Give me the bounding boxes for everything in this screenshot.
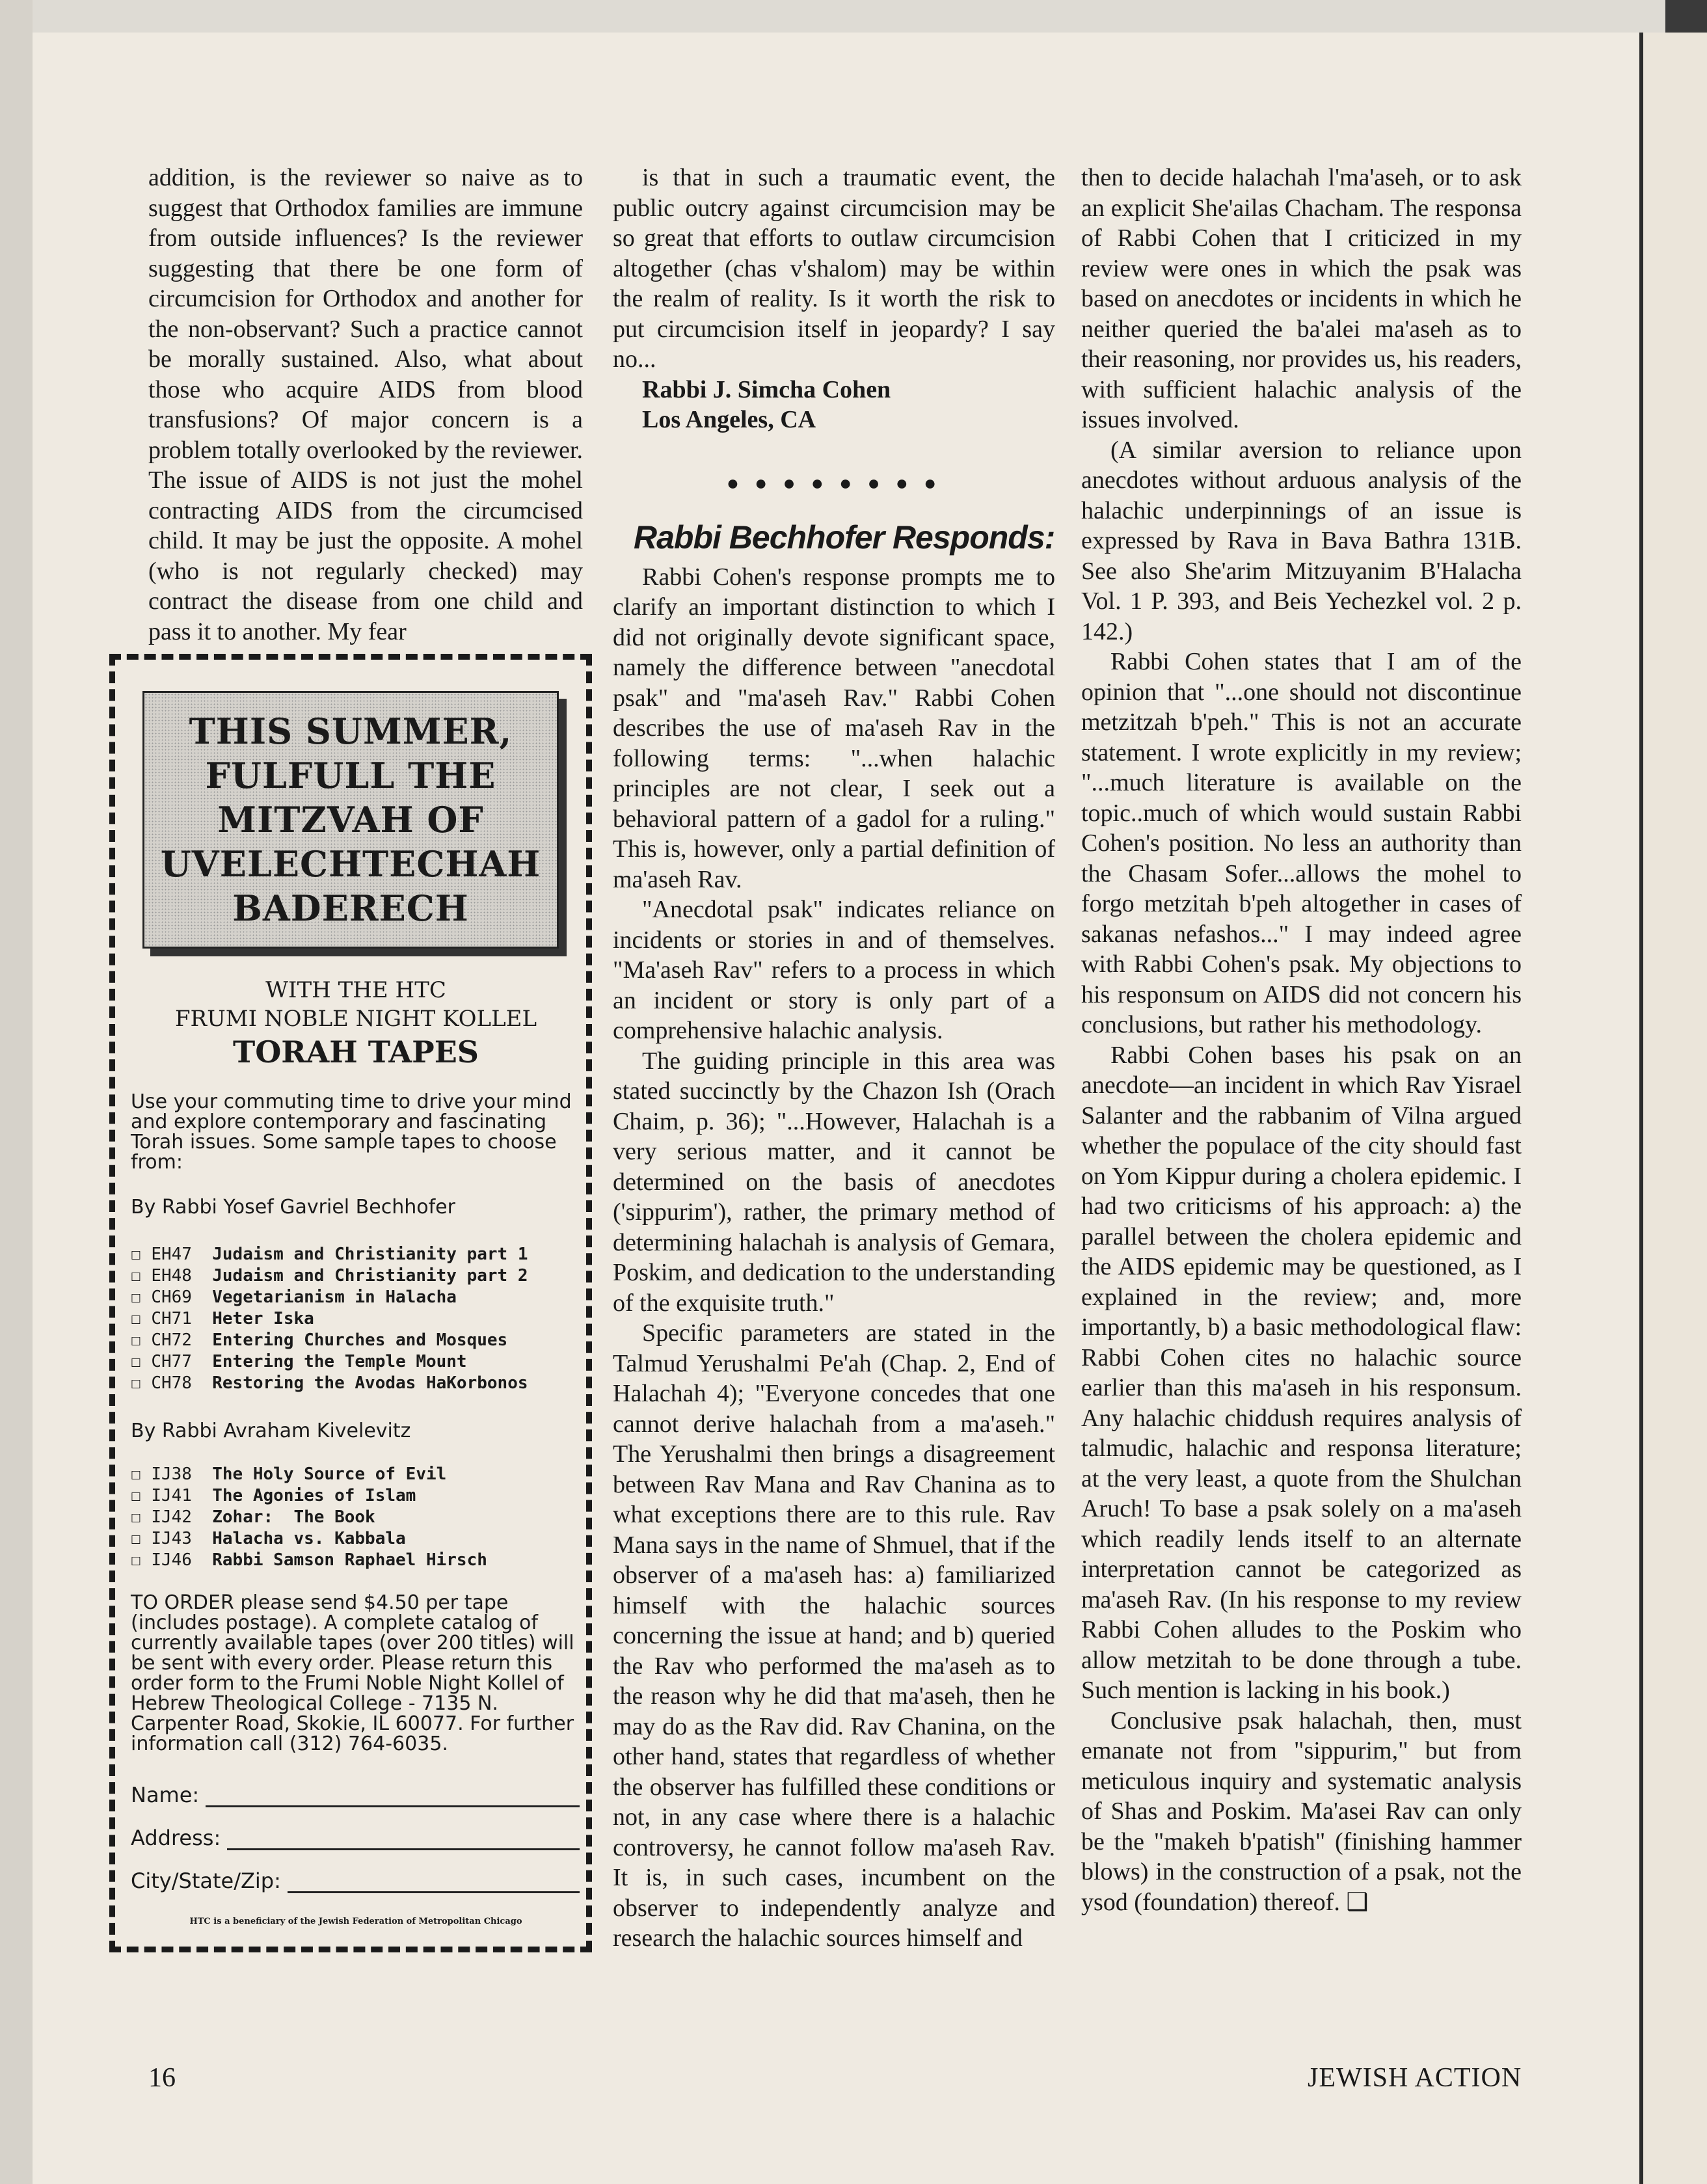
tape-row[interactable] xyxy=(131,1550,580,1571)
tape-code: IJ41 xyxy=(151,1486,192,1505)
ad-speaker-1: By Rabbi Yosef Gavriel Bechhofer xyxy=(131,1196,455,1219)
tape-row[interactable] xyxy=(131,1265,580,1287)
checkbox-icon[interactable]: ☐ xyxy=(131,1529,152,1548)
checkbox-icon[interactable]: ☐ xyxy=(131,1352,152,1371)
column-3 xyxy=(1081,163,1522,1917)
ad-banner xyxy=(142,691,559,949)
tape-title: Halacha vs. Kabbala xyxy=(212,1529,406,1548)
tape-title: Entering Churches and Mosques xyxy=(212,1330,508,1350)
col3-paras-paragraph: Conclusive psak halachah, then, must emanate not from "sippurim," but from meticulous inquiry and systematic analysis of Shas and Poskim. Ma'asei Rav can only be the "makeh b'patish" (finishing hammer blows) in the construction of a psak, not the ysod (foundation) thereof. ❑ xyxy=(1081,1706,1522,1916)
checkbox-icon[interactable]: ☐ xyxy=(131,1486,152,1505)
tape-title: Restoring the Avodas HaKorbonos xyxy=(212,1373,528,1393)
page-top-edge xyxy=(0,0,1665,33)
name-line[interactable] xyxy=(206,1787,580,1807)
tape-code: CH71 xyxy=(151,1309,192,1328)
tape-title: Judaism and Christianity part 2 xyxy=(212,1266,528,1286)
checkbox-icon[interactable]: ☐ xyxy=(131,1507,152,1527)
tape-code: IJ46 xyxy=(151,1550,192,1570)
col3-paras-paragraph: Rabbi Cohen bases his psak on an anecdote—an incident in which Rav Yisrael Salanter and the rabbanim of Vilna argued whether the populace of the city should fast on Yom Kippur during a cholera epidemic. I had two criticisms of his approach: a) the parallel between the cholera epidemic and the AIDS epidemic may be questioned, as I explained in the review; and, more importantly, b) a basic methodological flaw: Rabbi Cohen cites no halachic source earlier than this ma'aseh in his responsum. Any halachic chiddush requires analysis of talmudic, halachic and responsa literature; at the very least, a quote from the Shulchan Aruch! To base a psak solely on a ma'aseh which readily lends itself to an alternate interpretation cannot be categorized as ma'aseh Rav. (In his response to my review Rabbi Cohen alludes to the Poskim who allow metzitah to be done through a tube. Such mention is lacking in his book.) xyxy=(1081,1041,1522,1704)
column-1 xyxy=(148,163,583,647)
ad-footnote: HTC is a beneficiary of the Jewish Federation of Metropolitan Chicago xyxy=(189,1917,522,1926)
col2-paras-paragraph: Rabbi Cohen's response prompts me to clarify an important distinction to which I did not originally devote significant space, namely the difference between "anecdotal psak" and "ma'aseh Rav." Rabbi Cohen describes the use of ma'aseh Rav in the following terms: "...when halachic principles are not clear, I seek out a behavioral pattern of a gadol for a ruling." This is, however, only a partial definition of ma'aseh Rav. xyxy=(613,563,1055,893)
page-number: 16 xyxy=(148,2063,176,2093)
response-heading: Rabbi Bechhofer Responds: xyxy=(634,519,1055,556)
tape-list-1 xyxy=(131,1244,580,1394)
tape-row[interactable] xyxy=(131,1485,580,1507)
column-1-text: addition, is the reviewer so naive as to suggest that Orthodox families are immune from outside influences? Is the reviewer suggesting that there be one form of circumcision for Orthodox and another for the non-observant? Such a practice cannot be morally sustained. Also, what about those who acquire AIDS from blood transfusions? Of major concern is a problem totally overlooked by the reviewer. The issue of AIDS is not just the mohel contracting AIDS from the circumcised child. It may be just the opposite. A mohel (who is not regularly checked) may contract the disease from one child and pass it to another. My fear xyxy=(148,164,583,645)
name-label: Name: xyxy=(131,1783,200,1807)
tape-code: IJ38 xyxy=(151,1464,192,1484)
address-line[interactable] xyxy=(227,1830,580,1850)
tape-title: Heter Iska xyxy=(212,1309,314,1328)
tape-row[interactable] xyxy=(131,1507,580,1528)
city-label: City/State/Zip: xyxy=(131,1868,281,1893)
col2-paras-paragraph: "Anecdotal psak" indicates reliance on incidents or stories in and of themselves. "Ma'aseh Rav" refers to a process in which an incident or story is only part of a comprehensive halachic analysis. xyxy=(613,896,1055,1044)
checkbox-icon[interactable]: ☐ xyxy=(131,1245,152,1264)
ad-speaker-2: By Rabbi Avraham Kivelevitz xyxy=(131,1420,411,1442)
tape-code: IJ43 xyxy=(151,1529,192,1548)
tape-list-2 xyxy=(131,1464,580,1571)
col3-paras-paragraph: then to decide halachah l'ma'aseh, or to ask an explicit She'ailas Chacham. The responsa of Rabbi Cohen that I criticized in my review were ones in which the psak was based on anecdotes or incidents in which he neither queried the ba'alei ma'aseh as to their reasoning, nor provides us, his readers, with sufficient halachic analysis of the issues involved. xyxy=(1081,164,1522,433)
section-separator: ● ● ● ● ● ● ● ● xyxy=(726,470,942,494)
magazine-name: JEWISH ACTION xyxy=(1308,2063,1522,2093)
ad-tapes-title: TORAH TAPES xyxy=(233,1034,479,1070)
torah-tapes-ad xyxy=(109,654,592,1952)
tape-row[interactable] xyxy=(131,1351,580,1373)
facing-page-edge xyxy=(1639,33,1707,2184)
tape-title: Entering the Temple Mount xyxy=(212,1352,467,1371)
column-2 xyxy=(613,163,1055,1954)
col3-paras-paragraph: Rabbi Cohen states that I am of the opinion that "...one should not discontinue metzitzah b'peh." This is not an accurate statement. I wrote explicitly in my review; "...much literature is available on the topic..much of which would sustain Rabbi Cohen's position. No less an authority than the Chasam Sofer...allows the mohel to forgo metzitah b'peh altogether in cases of sakanas nefashos..." I may indeed agree with Rabbi Cohen's psak. My objections to his responsum on AIDS did not concern his conclusions, but rather his methodology. xyxy=(1081,648,1522,1038)
tape-code: CH78 xyxy=(151,1373,192,1393)
tape-title: The Holy Source of Evil xyxy=(212,1464,447,1484)
checkbox-icon[interactable]: ☐ xyxy=(131,1464,152,1484)
tape-code: EH47 xyxy=(151,1245,192,1264)
address-field[interactable] xyxy=(131,1826,580,1850)
signature-name: Rabbi J. Simcha Cohen xyxy=(642,375,891,403)
tape-title: Zohar: The Book xyxy=(212,1507,375,1527)
tape-row[interactable] xyxy=(131,1287,580,1308)
ad-kollel-line: FRUMI NOBLE NIGHT KOLLEL xyxy=(174,1006,537,1032)
tape-row[interactable] xyxy=(131,1330,580,1351)
tape-code: CH69 xyxy=(151,1287,192,1307)
ad-order-text: TO ORDER please send $4.50 per tape (includes postage). A complete catalog of currently available tapes (over 200 titles) will be sent with every order. Please return this order form to the Frumi Noble Night Kollel of Hebrew Theological College - 7135 N. Carpenter Road, Skokie, IL 60077. For further information call (312) 764-6035. xyxy=(131,1591,574,1755)
city-state-zip-field[interactable] xyxy=(131,1868,580,1893)
ad-with-line: WITH THE HTC xyxy=(265,977,446,1003)
tape-row[interactable] xyxy=(131,1244,580,1265)
checkbox-icon[interactable]: ☐ xyxy=(131,1287,152,1307)
tape-row[interactable] xyxy=(131,1308,580,1330)
address-label: Address: xyxy=(131,1826,221,1850)
tape-title: Vegetarianism in Halacha xyxy=(212,1287,457,1307)
signature-location: Los Angeles, CA xyxy=(642,406,816,433)
checkbox-icon[interactable]: ☐ xyxy=(131,1266,152,1286)
checkbox-icon[interactable]: ☐ xyxy=(131,1373,152,1393)
city-line[interactable] xyxy=(288,1873,580,1893)
checkbox-icon[interactable]: ☐ xyxy=(131,1330,152,1350)
tape-title: Rabbi Samson Raphael Hirsch xyxy=(212,1550,487,1570)
col3-paras-paragraph: (A similar aversion to reliance upon anecdotes without arduous analysis of the halachic underpinnings of an issue is expressed by Rava in Bava Bathra 131B. See also She'arim Mitzuyanim B'Halacha Vol. 1 P. 393, and Beis Yechezkel vol. 2 p. 142.) xyxy=(1081,436,1522,645)
ad-intro: Use your commuting time to drive your mind and explore contemporary and fascinating Torah issues. Some sample tapes to choose from: xyxy=(131,1090,572,1174)
letter-conclusion: is that in such a traumatic event, the public outcry against circumcision may be so great that efforts to outlaw circumcision altogether (chas v'shalom) may be within the realm of reality. Is it worth the risk to put circumcision itself in jeopardy? I say no... xyxy=(613,164,1055,373)
tape-title: Judaism and Christianity part 1 xyxy=(212,1245,528,1264)
tape-code: EH48 xyxy=(151,1266,192,1286)
tape-row[interactable] xyxy=(131,1528,580,1550)
checkbox-icon[interactable]: ☐ xyxy=(131,1550,152,1570)
col2-paras-paragraph: Specific parameters are stated in the Talmud Yerushalmi Pe'ah (Chap. 2, End of Halachah 4); "Everyone concedes that one cannot derive halachah from a ma'aseh." The Yerushalmi then brings a disagreement between Rav Mana and Rav Chanina as to what exceptions there are to this rule. Rav Mana says in the name of Shmuel, that if the observer of a ma'aseh has: a) familiarized himself with the halachic sources concerning the issue at hand; and b) queried the Rav who performed the ma'aseh as to the reason why he did that ma'aseh, then he may do as the Rav did. Rav Chanina, on the other hand, states that regardless of whether the observer has fulfilled these conditions or not, in any case where there is a halachic controversy, he cannot follow ma'aseh Rav. It is, in such cases, incumbent on the observer to independently analyze and research the halachic sources himself and xyxy=(613,1319,1055,1952)
ad-banner-text: THIS SUMMER, FULFULL THE MITZVAH OF UVELECHTECHAH BADERECH xyxy=(160,710,541,929)
col2-paras-paragraph: The guiding principle in this area was stated succinctly by the Chazon Ish (Orach Chaim, p. 36); "...However, Halachah is a very serious matter, and it cannot be determined on the basis of anecdotes ('sippurim'), rather, the primary method of determining halachah is analysis of Gemara, Poskim, and dedication to the understanding of the exquisite truth." xyxy=(613,1047,1055,1317)
checkbox-icon[interactable]: ☐ xyxy=(131,1309,152,1328)
name-field[interactable] xyxy=(131,1783,580,1807)
tape-row[interactable] xyxy=(131,1464,580,1485)
tape-row[interactable] xyxy=(131,1373,580,1394)
tape-code: CH77 xyxy=(151,1352,192,1371)
page-left-margin xyxy=(0,0,33,2184)
tape-code: CH72 xyxy=(151,1330,192,1350)
response-body xyxy=(613,562,1055,1954)
tape-code: IJ42 xyxy=(151,1507,192,1527)
tape-title: The Agonies of Islam xyxy=(212,1486,416,1505)
